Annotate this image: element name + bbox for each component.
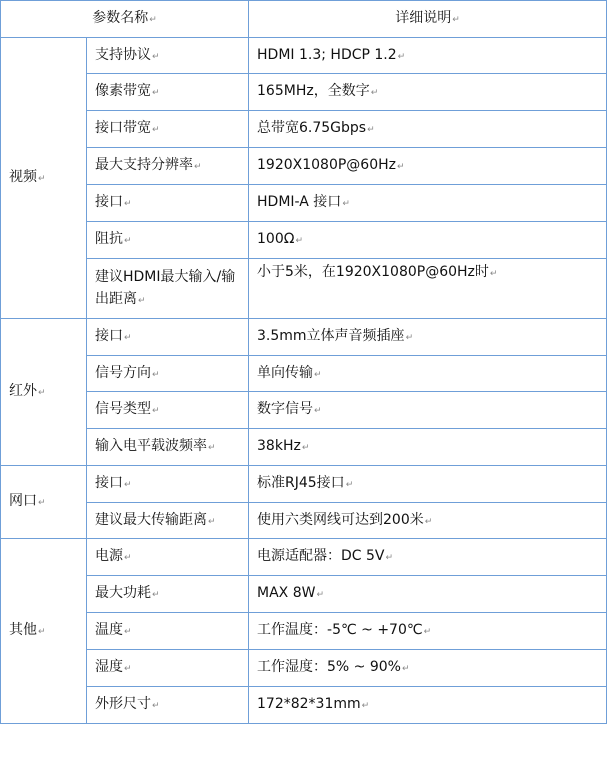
table-row bbox=[1, 148, 607, 185]
table-row bbox=[1, 111, 607, 148]
param-value: HDMI-A 接口↵ bbox=[249, 185, 607, 222]
table-row bbox=[1, 503, 607, 539]
param-name: 接口↵ bbox=[87, 185, 249, 222]
table-row bbox=[1, 576, 607, 613]
param-name: 信号类型↵ bbox=[87, 392, 249, 429]
table-row bbox=[1, 392, 607, 429]
table-row bbox=[1, 259, 607, 319]
table-row bbox=[1, 687, 607, 724]
param-value: 总带宽6.75Gbps↵ bbox=[249, 111, 607, 148]
table-row bbox=[1, 356, 607, 392]
param-name: 外形尺寸↵ bbox=[87, 687, 249, 724]
param-name: 阻抗↵ bbox=[87, 222, 249, 259]
param-name: 电源↵ bbox=[87, 539, 249, 576]
param-value: 工作温度：-5℃ ~ +70℃↵ bbox=[249, 613, 607, 650]
param-value: 使用六类网线可达到200米↵ bbox=[249, 503, 607, 539]
table-row bbox=[1, 539, 607, 576]
group-label-other: 其他↵ bbox=[1, 539, 87, 724]
param-value: 单向传输↵ bbox=[249, 356, 607, 392]
param-name: 最大支持分辨率↵ bbox=[87, 148, 249, 185]
table-row bbox=[1, 466, 607, 503]
table-row bbox=[1, 613, 607, 650]
param-value: MAX 8W↵ bbox=[249, 576, 607, 613]
param-value: 工作湿度：5% ~ 90%↵ bbox=[249, 650, 607, 687]
param-name: 接口↵ bbox=[87, 466, 249, 503]
group-label-video: 视频↵ bbox=[1, 38, 87, 319]
table-row bbox=[1, 650, 607, 687]
header-detail: 详细说明↵ bbox=[249, 1, 607, 38]
table-row bbox=[1, 38, 607, 74]
param-value: 38kHz↵ bbox=[249, 429, 607, 466]
param-name: 湿度↵ bbox=[87, 650, 249, 687]
param-value: 172*82*31mm↵ bbox=[249, 687, 607, 724]
param-name: 接口带宽↵ bbox=[87, 111, 249, 148]
param-name: 像素带宽↵ bbox=[87, 74, 249, 111]
param-value: HDMI 1.3; HDCP 1.2↵ bbox=[249, 38, 607, 74]
table-row bbox=[1, 319, 607, 356]
param-name: 支持协议↵ bbox=[87, 38, 249, 74]
param-value: 标准RJ45接口↵ bbox=[249, 466, 607, 503]
table-row bbox=[1, 429, 607, 466]
param-name: 建议最大传输距离↵ bbox=[87, 503, 249, 539]
param-value: 1920X1080P@60Hz↵ bbox=[249, 148, 607, 185]
param-name: 输入电平载波频率↵ bbox=[87, 429, 249, 466]
group-label-network: 网口↵ bbox=[1, 466, 87, 539]
param-name: 最大功耗↵ bbox=[87, 576, 249, 613]
table-row bbox=[1, 74, 607, 111]
header-row bbox=[1, 1, 607, 38]
param-name: 接口↵ bbox=[87, 319, 249, 356]
group-label-infrared: 红外↵ bbox=[1, 319, 87, 466]
param-name: 温度↵ bbox=[87, 613, 249, 650]
param-value: 3.5mm立体声音频插座↵ bbox=[249, 319, 607, 356]
param-value: 小于5米，在1920X1080P@60Hz时↵ bbox=[249, 259, 607, 319]
header-param-name: 参数名称↵ bbox=[1, 1, 249, 38]
param-value: 数字信号↵ bbox=[249, 392, 607, 429]
param-name: 信号方向↵ bbox=[87, 356, 249, 392]
table-row bbox=[1, 222, 607, 259]
param-value: 电源适配器：DC 5V↵ bbox=[249, 539, 607, 576]
table-row bbox=[1, 185, 607, 222]
param-name: 建议HDMI最大输入/输出距离↵ bbox=[87, 259, 249, 319]
param-value: 100Ω↵ bbox=[249, 222, 607, 259]
param-value: 165MHz，全数字↵ bbox=[249, 74, 607, 111]
